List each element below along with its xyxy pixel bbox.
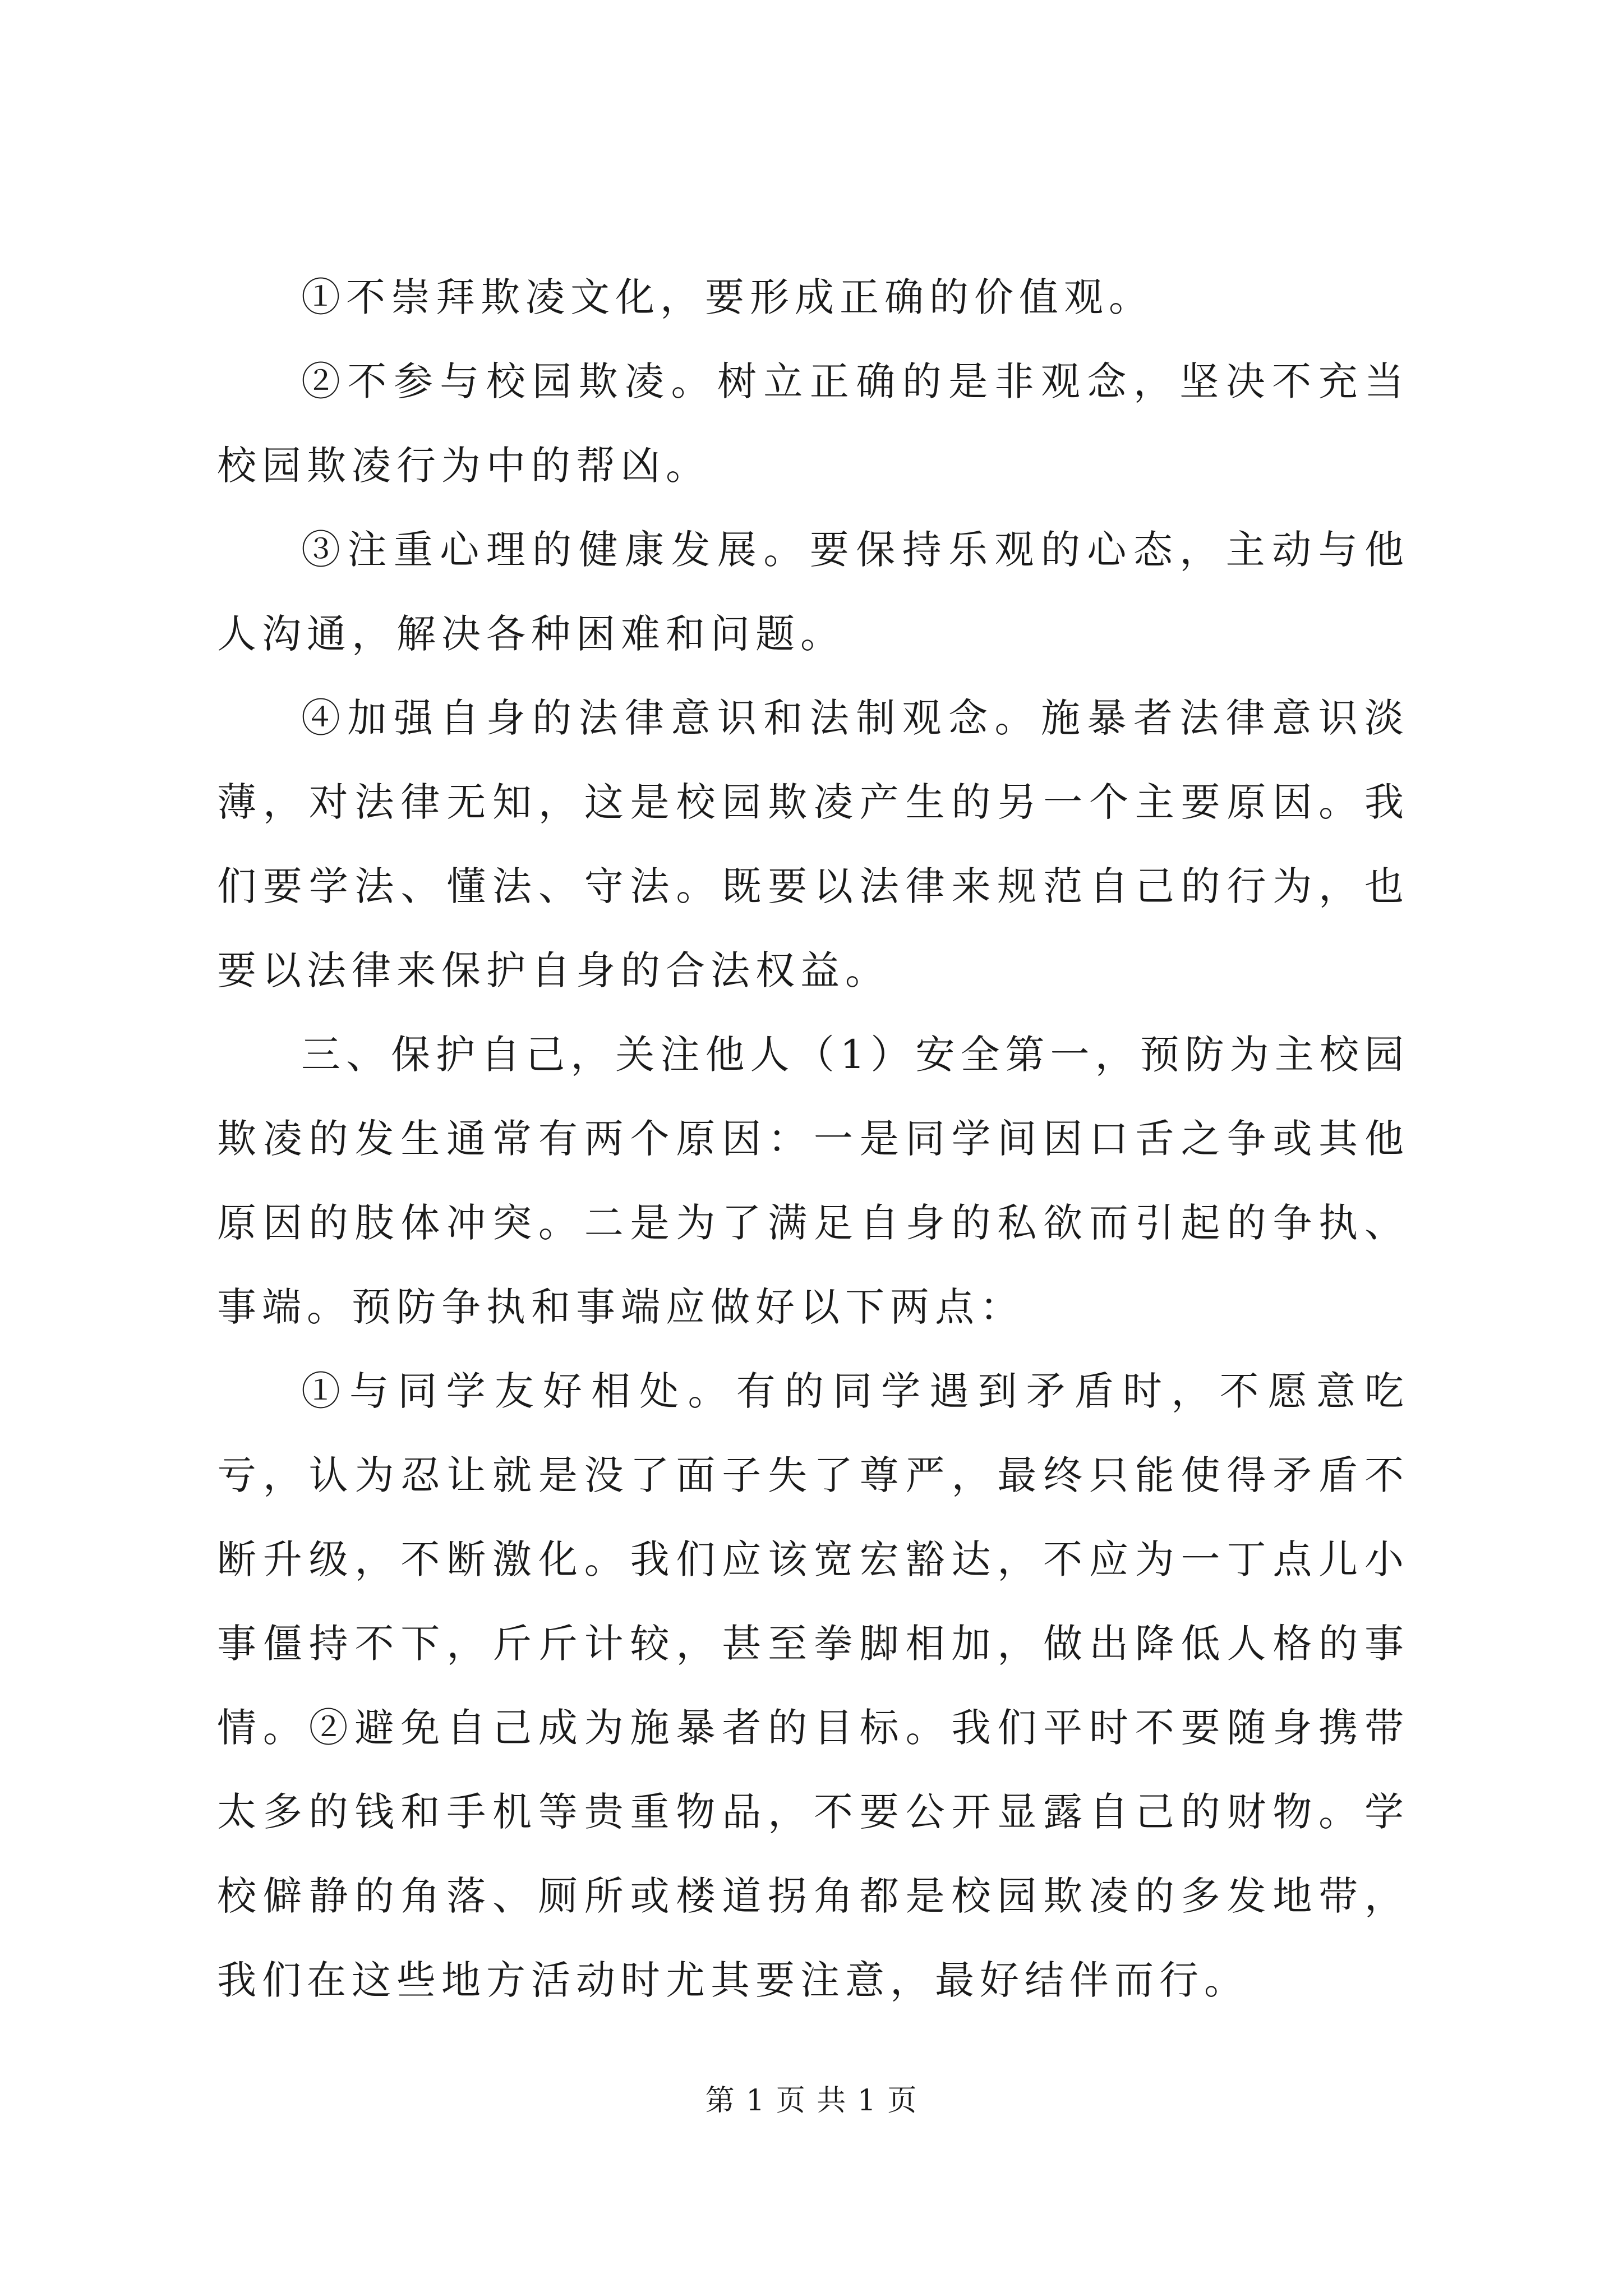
paragraph-5: 三、保护自己，关注他人（1）安全第一，预防为主校园欺凌的发生通常有两个原因：一是同学间因口舌之争或其他原因的肢体冲突。二是为了满足自身的私欲而引起的争执、事端。预防争执和事端应做好以下两点： xyxy=(217,1032,1409,1330)
paragraph-1: ①不崇拜欺凌文化，要形成正确的价值观。 xyxy=(301,274,1154,320)
paragraph-4: ④加强自身的法律意识和法制观念。施暴者法律意识淡薄，对法律无知，这是校园欺凌产生的另一个主要原因。我们要学法、懂法、守法。既要以法律来规范自己的行为，也要以法律来保护自身的合法权益。 xyxy=(217,695,1409,993)
paragraph-3: ③注重心理的健康发展。要保持乐观的心态，主动与他人沟通，解决各种困难和问题。 xyxy=(217,527,1409,657)
page-footer: 第 1 页 共 1 页 xyxy=(705,2084,918,2118)
paragraph-2: ②不参与校园欺凌。树立正确的是非观念，坚决不充当校园欺凌行为中的帮凶。 xyxy=(217,358,1409,489)
paragraph-6: ①与同学友好相处。有的同学遇到矛盾时，不愿意吃亏，认为忍让就是没了面子失了尊严，最终只能使得矛盾不断升级，不断激化。我们应该宽宏豁达，不应为一丁点儿小事僵持不下，斤斤计较，甚至拳脚相加，做出降低人格的事情。②避免自己成为施暴者的目标。我们平时不要随身携带太多的钱和手机等贵重物品，不要公开显露自己的财物。学校僻静的角落、厕所或楼道拐角都是校园欺凌的多发地带，我们在这些地方活动时尤其要注意，最好结伴而行。 xyxy=(217,1368,1409,2003)
document-body xyxy=(217,255,1409,2022)
